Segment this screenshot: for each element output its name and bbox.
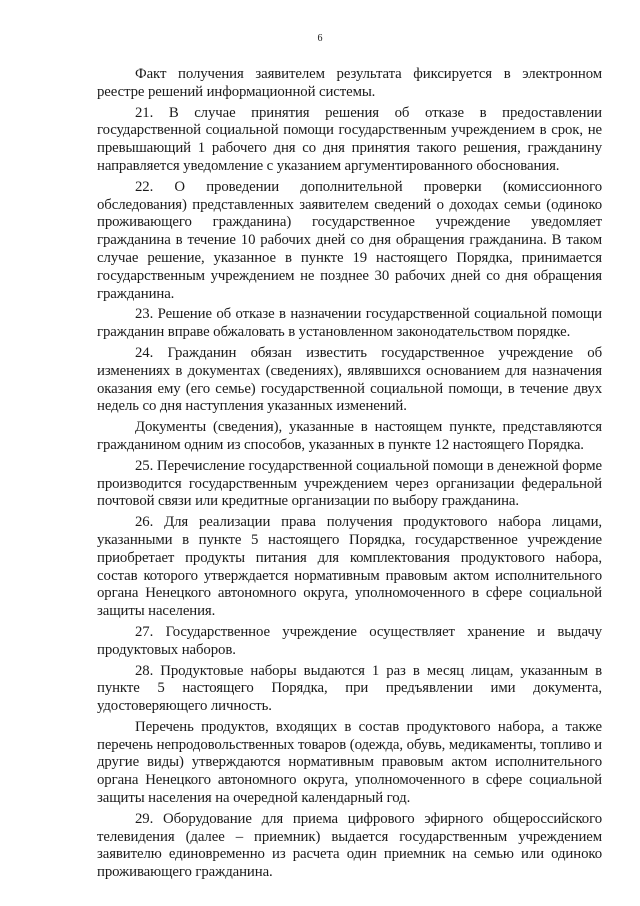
paragraph-24: 24. Гражданин обязан известить государственное учреждение об изменениях в документах (сведениях), являвшихся основанием для назначения оказания ему (его семье) государственной социальной помощи, в течение двух недель со дня наступления указанных изменений. <box>97 344 602 415</box>
paragraph-25: 25. Перечисление государственной социальной помощи в денежной форме производится государственным учреждением через организации федеральной почтовой связи или кредитные организации по выбору гражданина. <box>97 457 602 510</box>
paragraph-22: 22. О проведении дополнительной проверки (комиссионного обследования) представленных заявителем сведений о доходах семьи (одиноко проживающего гражданина) государственное учреждение уведомляет гражданина в течение 10 рабочих дней со дня обращения гражданина. В таком случае решение, указанное в пункте 19 настоящего Порядка, принимается государственным учреждением не позднее 30 рабочих дней со дня обращения гражданина. <box>97 178 602 302</box>
document-body <box>97 66 602 885</box>
paragraph-result-fixation: Факт получения заявителем результата фиксируется в электронном реестре решений информационной системы. <box>97 66 602 100</box>
paragraph-27: 27. Государственное учреждение осуществляет хранение и выдачу продуктовых наборов. <box>97 623 602 658</box>
paragraph-28: 28. Продуктовые наборы выдаются 1 раз в месяц лицам, указанным в пункте 5 настоящего Порядка, при предъявлении ими документа, удостоверяющего личность. <box>97 662 602 715</box>
paragraph-29: 29. Оборудование для приема цифрового эфирного общероссийского телевидения (далее – приемник) выдается государственным учреждением заявителю единовременно из расчета один приемник на семью или одиноко проживающего гражданина. <box>97 810 602 881</box>
paragraph-21: 21. В случае принятия решения об отказе в предоставлении государственной социальной помощи государственным учреждением в срок, не превышающий 1 рабочего дня со дня принятия такого решения, гражданину направляется уведомление с указанием аргументированного обоснования. <box>97 104 602 174</box>
paragraph-26: 26. Для реализации права получения продуктового набора лицами, указанными в пункте 5 настоящего Порядка, государственное учреждение приобретает продукты питания для комплектования продуктового набора, состав которого утверждается нормативным правовым актом исполнительного органа Ненецкого автономного округа, уполномоченного в сфере социальной защиты населения. <box>97 514 602 620</box>
paragraph-28-list: Перечень продуктов, входящих в состав продуктового набора, а также перечень непродовольственных товаров (одежда, обувь, медикаменты, топливо и другие виды) утверждаются нормативным правовым актом исполнительного органа Ненецкого автономного округа, уполномоченного в сфере социальной защиты населения на очередной календарный год. <box>97 718 602 807</box>
page-number: 6 <box>317 33 323 44</box>
paragraph-23: 23. Решение об отказе в назначении государственной социальной помощи гражданин вправе обжаловать в установленном законодательством порядке. <box>97 306 602 341</box>
paragraph-24-documents: Документы (сведения), указанные в настоящем пункте, представляются гражданином одним из способов, указанных в пункте 12 настоящего Порядка. <box>97 419 602 453</box>
